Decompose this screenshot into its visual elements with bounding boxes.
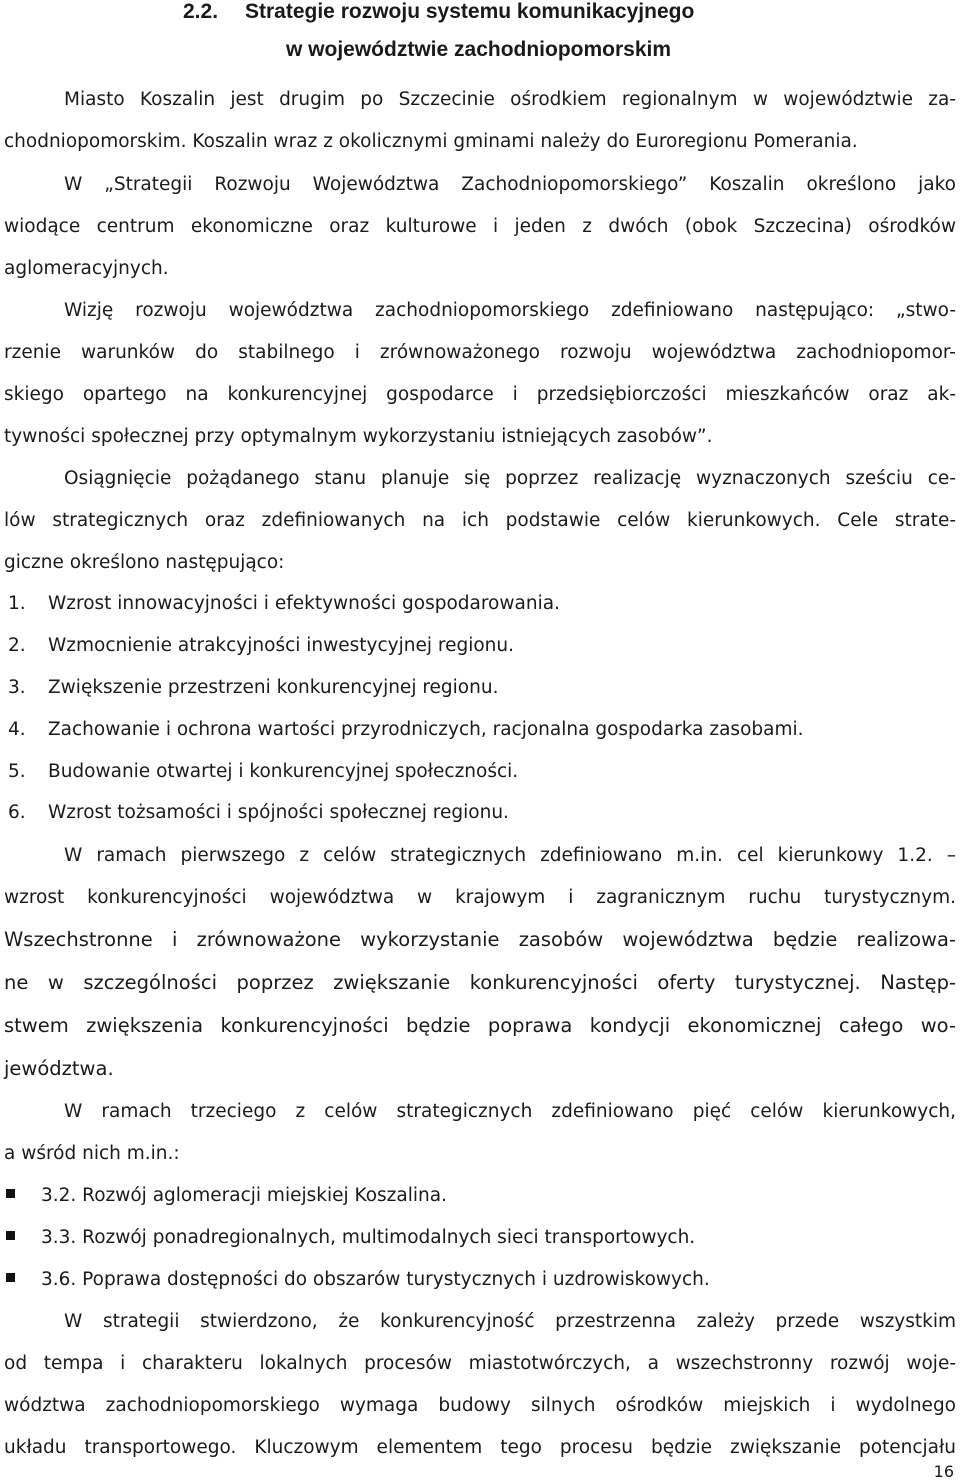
paragraph-line: W „Strategii Rozwoju Województwa Zachodniopomorskiego” Koszalin określono jako	[64, 174, 956, 195]
list-text: Wzmocnienie atrakcyjności inwestycyjnej regionu.	[48, 635, 514, 656]
list-item	[8, 676, 498, 700]
bullet-text: 3.6. Poprawa dostępności do obszarów turystycznych i uzdrowiskowych.	[41, 1269, 710, 1290]
section-title-line2: w województwie zachodniopomorskim	[286, 38, 672, 61]
paragraph-line: Osiągnięcie pożądanego stanu planuje się poprzez realizację wyznaczonych sześciu ce-	[64, 468, 956, 489]
list-number: 3.	[8, 677, 26, 698]
paragraph-line: aglomeracyjnych.	[4, 258, 169, 279]
square-bullet-icon	[6, 1273, 15, 1282]
paragraph-line: układu transportowego. Kluczowym elementem tego procesu będzie zwiększanie potencjału	[4, 1437, 956, 1458]
section-title-line1: Strategie rozwoju systemu komunikacyjnego	[245, 0, 695, 23]
list-number: 1.	[8, 593, 26, 614]
section-number: 2.2.	[183, 0, 219, 23]
square-bullet-icon	[6, 1231, 15, 1240]
list-item	[8, 634, 514, 658]
list-number: 4.	[8, 719, 26, 740]
page-number: 16	[933, 1462, 954, 1481]
paragraph-line: a wśród nich m.in.:	[4, 1143, 180, 1164]
list-text: Wzrost tożsamości i spójności społecznej regionu.	[48, 802, 509, 823]
paragraph-line: W ramach pierwszego z celów strategicznych zdefiniowano m.in. cel kierunkowy 1.2. –	[64, 845, 956, 866]
paragraph-line: W strategii stwierdzono, że konkurencyjność przestrzenna zależy przede wszystkim	[64, 1311, 956, 1332]
paragraph-line: lów strategicznych oraz zdefiniowanych na ich podstawie celów kierunkowych. Cele strate-	[4, 510, 956, 531]
paragraph-line: Wszechstronne i zrównoważone wykorzystanie zasobów województwa będzie realizowa-	[4, 928, 956, 951]
bullet-text: 3.3. Rozwój ponadregionalnych, multimodalnych sieci transportowych.	[41, 1227, 696, 1248]
paragraph-line: rzenie warunków do stabilnego i zrównoważonego rozwoju województwa zachodniopomor-	[4, 342, 956, 363]
bullet-list-item	[6, 1184, 447, 1208]
list-number: 6.	[8, 802, 26, 823]
paragraph-line: Wizję rozwoju województwa zachodniopomorskiego zdefiniowano następująco: „stwo-	[64, 300, 956, 321]
square-bullet-icon	[6, 1189, 15, 1198]
bullet-text: 3.2. Rozwój aglomeracji miejskiej Koszalina.	[41, 1185, 447, 1206]
paragraph-line: W ramach trzeciego z celów strategicznych zdefiniowano pięć celów kierunkowych,	[64, 1101, 956, 1122]
list-text: Wzrost innowacyjności i efektywności gospodarowania.	[48, 593, 560, 614]
paragraph-line: tywności społecznej przy optymalnym wykorzystaniu istniejących zasobów”.	[4, 426, 713, 447]
paragraph-line: skiego opartego na konkurencyjnej gospodarce i przedsiębiorczości mieszkańców oraz ak-	[4, 384, 956, 405]
paragraph-line: chodniopomorskim. Koszalin wraz z okolicznymi gminami należy do Euroregionu Pomerania.	[4, 131, 858, 152]
paragraph-line: wiodące centrum ekonomiczne oraz kulturowe i jeden z dwóch (obok Szczecina) ośrodków	[4, 216, 956, 237]
paragraph-line: jewództwa.	[4, 1057, 114, 1080]
paragraph-line: stwem zwiększenia konkurencyjności będzie poprawa kondycji ekonomicznej całego wo-	[4, 1014, 956, 1037]
list-item	[8, 592, 560, 616]
list-text: Budowanie otwartej i konkurencyjnej społeczności.	[48, 761, 519, 782]
list-number: 2.	[8, 635, 26, 656]
paragraph-line: wzrost konkurencyjności województwa w krajowym i zagranicznym ruchu turystycznym.	[4, 887, 956, 908]
paragraph-line: od tempa i charakteru lokalnych procesów miastotwórczych, a wszechstronny rozwój woje-	[4, 1353, 956, 1374]
paragraph-line: wództwa zachodniopomorskiego wymaga budowy silnych ośrodków miejskich i wydolnego	[4, 1395, 956, 1416]
list-text: Zachowanie i ochrona wartości przyrodniczych, racjonalna gospodarka zasobami.	[48, 719, 804, 740]
paragraph-line: giczne określono następująco:	[4, 552, 285, 573]
list-number: 5.	[8, 761, 26, 782]
list-item	[8, 718, 804, 742]
paragraph-line: ne w szczególności poprzez zwiększanie konkurencyjności oferty turystycznej. Następ-	[4, 971, 956, 994]
list-item	[8, 760, 518, 784]
paragraph-line: Miasto Koszalin jest drugim po Szczecinie ośrodkiem regionalnym w województwie za-	[64, 89, 956, 110]
bullet-list-item	[6, 1268, 710, 1292]
list-item	[8, 801, 509, 825]
bullet-list-item	[6, 1226, 695, 1250]
list-text: Zwiększenie przestrzeni konkurencyjnej regionu.	[48, 677, 499, 698]
